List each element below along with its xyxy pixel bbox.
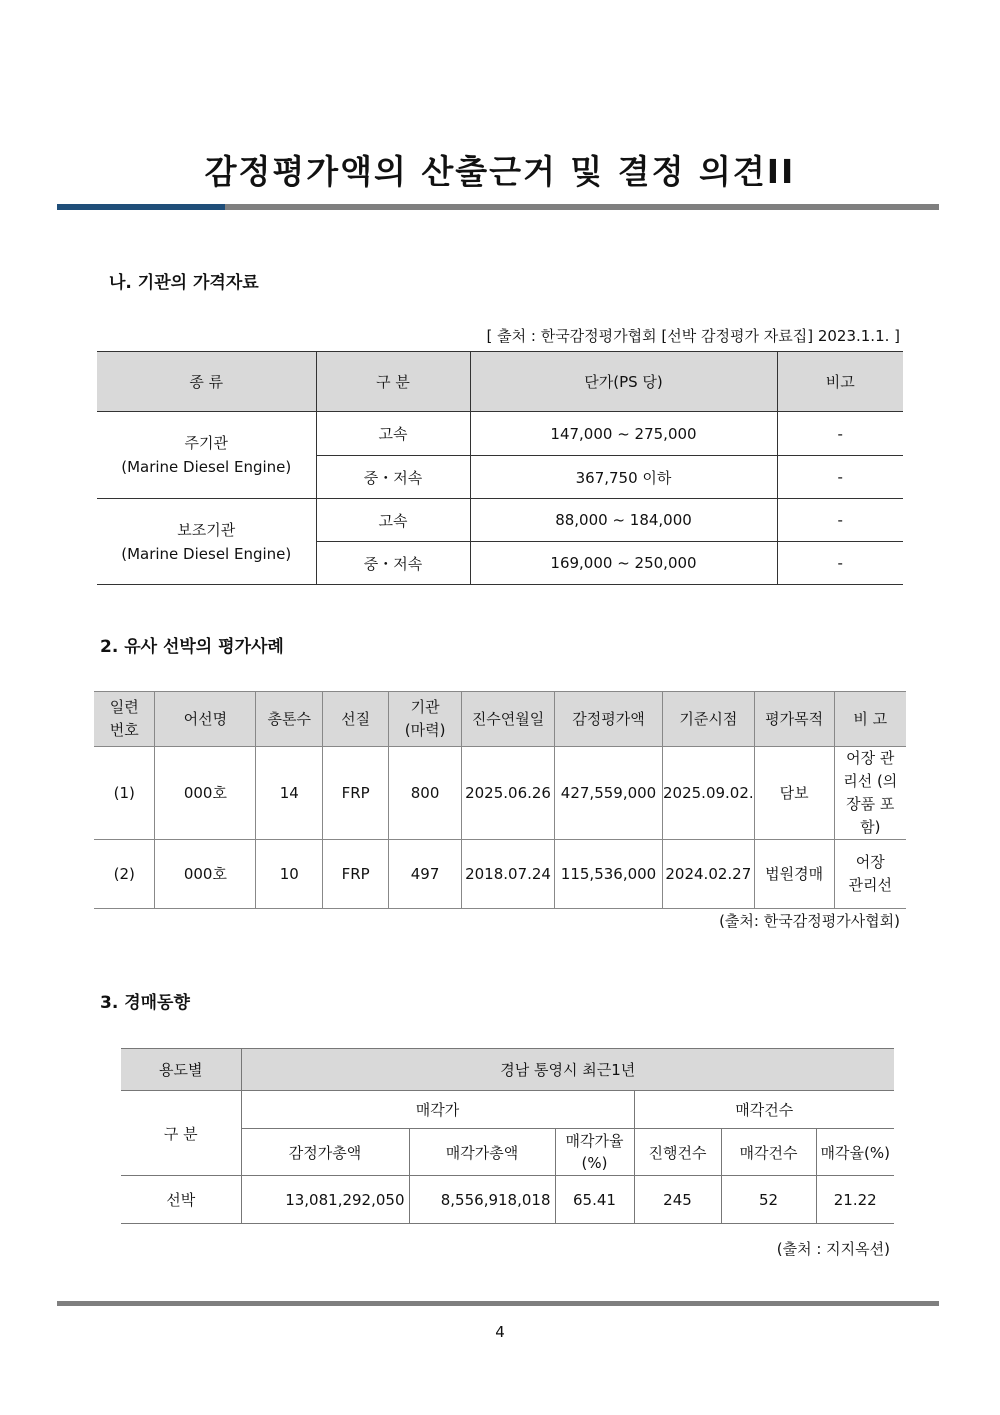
header-tonnage: 총톤수: [256, 692, 323, 747]
engine-class: 고속: [316, 412, 470, 456]
footer-rule: [57, 1301, 939, 1306]
row-label: 선박: [121, 1176, 241, 1224]
engine-class: 고속: [316, 499, 470, 542]
header-count-group: 매각건수: [634, 1091, 894, 1129]
page-number: 4: [495, 1323, 505, 1341]
engine-class: 중・저속: [316, 542, 470, 585]
case-vessel-name: 000호: [155, 840, 256, 909]
title-underline-accent: [57, 204, 225, 210]
header-in-progress: 진행건수: [634, 1129, 721, 1176]
case-engine-hp: 800: [389, 747, 462, 840]
in-progress-count: 245: [634, 1176, 721, 1224]
engine-class: 중・저속: [316, 456, 470, 499]
header-sale-group: 매각가: [241, 1091, 634, 1129]
case-launch-date: 2018.07.24: [462, 840, 555, 909]
engine-type-sub: (Marine Diesel Engine): [121, 544, 292, 563]
header-serial: 일련 번호: [94, 692, 155, 747]
appraisal-total: 13,081,292,050: [241, 1176, 409, 1224]
section3-source: (출처 : 지지옥션): [776, 1240, 890, 1258]
case-remarks: 어장 관리선 (의장품 포함): [834, 747, 906, 840]
case-tonnage: 14: [256, 747, 323, 840]
title-underline: [57, 204, 939, 210]
header-class: 구 분: [316, 352, 470, 412]
case-purpose: 법원경매: [754, 840, 834, 909]
engine-type-cell: [97, 412, 316, 499]
case-appraisal: 115,536,000: [555, 840, 663, 909]
case-material: FRP: [323, 747, 389, 840]
header-remarks: 비 고: [834, 692, 906, 747]
header-appraisal-total: 감정가총액: [241, 1129, 409, 1176]
sale-rate: 65.41: [555, 1176, 634, 1224]
page-title: 감정평가액의 산출근거 및 결정 의견II: [204, 152, 796, 191]
header-use: 용도별: [121, 1049, 241, 1091]
header-material: 선질: [323, 692, 389, 747]
case-launch-date: 2025.06.26: [462, 747, 555, 840]
header-category: 구 분: [121, 1091, 241, 1176]
engine-price: 169,000 ~ 250,000: [470, 542, 777, 585]
table-row: [94, 840, 906, 909]
header-engine-hp: 기관 (마력): [389, 692, 462, 747]
table-row: [97, 499, 903, 542]
case-appraisal: 427,559,000: [555, 747, 663, 840]
engine-note: -: [777, 412, 903, 456]
header-vessel-name: 어선명: [155, 692, 256, 747]
section3-heading: 3. 경매동향: [100, 993, 190, 1013]
auction-trend-table: [121, 1048, 894, 1224]
engine-type: 보조기관: [177, 520, 236, 539]
engine-note: -: [777, 499, 903, 542]
header-base-date: 기준시점: [663, 692, 755, 747]
table-row: [97, 412, 903, 456]
sale-total: 8,556,918,018: [409, 1176, 555, 1224]
case-tonnage: 10: [256, 840, 323, 909]
header-launch-date: 진수연월일: [462, 692, 555, 747]
header-region: 경남 통영시 최근1년: [241, 1049, 894, 1091]
engine-type-cell: [97, 499, 316, 585]
engine-type-sub: (Marine Diesel Engine): [121, 458, 292, 476]
section1-source: [ 출처 : 한국감정평가협회 [선박 감정평가 자료집] 2023.1.1. ]: [486, 327, 900, 345]
engine-note: -: [777, 456, 903, 499]
engine-type: 주기관: [184, 434, 228, 452]
sold-rate: 21.22: [816, 1176, 894, 1224]
similar-cases-table: [94, 691, 906, 909]
case-no: (1): [94, 747, 155, 840]
header-note: 비고: [777, 352, 903, 412]
engine-price-table: [97, 351, 903, 585]
header-sale-rate: 매각가율 (%): [555, 1129, 634, 1176]
sold-count: 52: [721, 1176, 816, 1224]
case-purpose: 담보: [754, 747, 834, 840]
engine-price: 367,750 이하: [470, 456, 777, 499]
table-row: [94, 747, 906, 840]
header-price: 단가(PS 당): [470, 352, 777, 412]
case-base-date: 2024.02.27: [663, 840, 755, 909]
case-remarks: 어장 관리선: [834, 840, 906, 909]
header-sold-rate: 매각율(%): [816, 1129, 894, 1176]
case-no: (2): [94, 840, 155, 909]
header-type: 종 류: [97, 352, 316, 412]
table-row: [121, 1176, 894, 1224]
header-appraisal: 감정평가액: [555, 692, 663, 747]
case-engine-hp: 497: [389, 840, 462, 909]
case-vessel-name: 000호: [155, 747, 256, 840]
section1-heading: 나. 기관의 가격자료: [109, 273, 259, 293]
case-material: FRP: [323, 840, 389, 909]
header-sale-total: 매각가총액: [409, 1129, 555, 1176]
section2-source: (출처: 한국감정평가사협회): [719, 912, 900, 930]
engine-price: 147,000 ~ 275,000: [470, 412, 777, 456]
engine-note: -: [777, 542, 903, 585]
header-sold-count: 매각건수: [721, 1129, 816, 1176]
engine-price: 88,000 ~ 184,000: [470, 499, 777, 542]
case-base-date: 2025.09.02.: [663, 747, 755, 840]
header-purpose: 평가목적: [754, 692, 834, 747]
section2-heading: 2. 유사 선박의 평가사례: [100, 637, 284, 657]
